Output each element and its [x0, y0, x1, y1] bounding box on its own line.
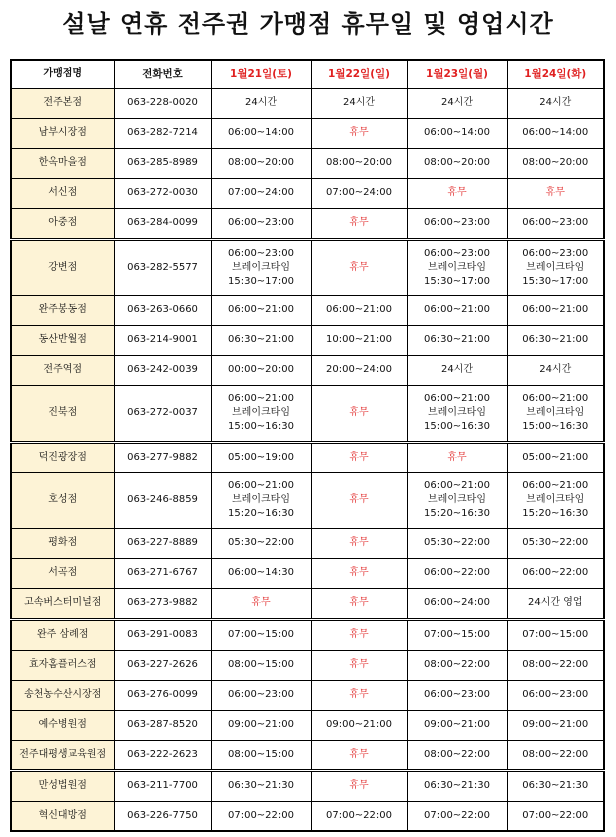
phone-cell: 063-287-8520 [114, 710, 211, 740]
phone-cell: 063-222-2623 [114, 740, 211, 770]
store-name-cell: 진북점 [11, 385, 114, 442]
table-row [11, 385, 604, 442]
hours-cell: 휴무 [311, 588, 407, 619]
hours-cell: 24시간 영업 [507, 588, 604, 619]
hours-cell: 06:00~21:00 브레이크타임 15:00~16:30 [407, 385, 507, 442]
table-row [11, 295, 604, 325]
hours-cell: 24시간 [507, 88, 604, 118]
phone-cell: 063-273-9882 [114, 588, 211, 619]
hours-cell: 06:00~21:00 브레이크타임 15:20~16:30 [211, 472, 311, 528]
hours-cell: 06:30~21:00 [211, 325, 311, 355]
hours-cell: 휴무 [311, 208, 407, 239]
store-name-cell: 평화점 [11, 528, 114, 558]
header-store-name: 가맹점명 [11, 60, 114, 88]
hours-cell: 06:00~23:00 [407, 680, 507, 710]
hours-cell: 휴무 [311, 385, 407, 442]
hours-cell: 06:00~23:00 [507, 680, 604, 710]
hours-cell: 08:00~20:00 [311, 148, 407, 178]
store-name-cell: 완주 삼례점 [11, 619, 114, 650]
hours-cell: 휴무 [311, 740, 407, 770]
phone-cell: 063-263-0660 [114, 295, 211, 325]
hours-cell: 휴무 [211, 588, 311, 619]
hours-cell: 06:00~22:00 [407, 558, 507, 588]
hours-cell: 06:00~14:00 [211, 118, 311, 148]
phone-cell: 063-272-0037 [114, 385, 211, 442]
table-row [11, 88, 604, 118]
store-name-cell: 한옥마을점 [11, 148, 114, 178]
hours-cell: 06:00~21:00 [407, 295, 507, 325]
table-row [11, 118, 604, 148]
store-name-cell: 고속버스터미널점 [11, 588, 114, 619]
hours-cell: 00:00~20:00 [211, 355, 311, 385]
store-name-cell: 송천농수산시장점 [11, 680, 114, 710]
store-name-cell: 서곡점 [11, 558, 114, 588]
hours-cell: 06:30~21:00 [507, 325, 604, 355]
hours-cell: 06:00~21:00 [311, 295, 407, 325]
hours-cell: 06:30~21:30 [507, 770, 604, 801]
hours-cell: 휴무 [407, 442, 507, 472]
hours-cell: 06:00~14:00 [507, 118, 604, 148]
hours-cell: 08:00~22:00 [507, 650, 604, 680]
hours-cell: 06:00~23:00 브레이크타임 15:30~17:00 [507, 239, 604, 295]
hours-cell: 06:00~23:00 브레이크타임 15:30~17:00 [407, 239, 507, 295]
hours-cell: 06:00~22:00 [507, 558, 604, 588]
hours-cell: 휴무 [407, 178, 507, 208]
header-row [11, 60, 604, 88]
table-row [11, 472, 604, 528]
hours-cell: 08:00~22:00 [407, 740, 507, 770]
phone-cell: 063-214-9001 [114, 325, 211, 355]
hours-cell: 06:30~21:00 [407, 325, 507, 355]
hours-cell: 휴무 [311, 619, 407, 650]
table-row [11, 801, 604, 831]
table-row [11, 148, 604, 178]
hours-cell: 휴무 [311, 118, 407, 148]
hours-cell: 휴무 [311, 650, 407, 680]
phone-cell: 063-226-7750 [114, 801, 211, 831]
hours-cell: 06:30~21:30 [407, 770, 507, 801]
store-name-cell: 예수병원점 [11, 710, 114, 740]
phone-cell: 063-284-0099 [114, 208, 211, 239]
hours-cell: 07:00~22:00 [507, 801, 604, 831]
store-name-cell: 남부시장점 [11, 118, 114, 148]
hours-cell: 휴무 [507, 178, 604, 208]
phone-cell: 063-227-8889 [114, 528, 211, 558]
store-name-cell: 전주대평생교육원점 [11, 740, 114, 770]
hours-cell: 05:30~22:00 [211, 528, 311, 558]
hours-cell: 06:00~21:00 [507, 295, 604, 325]
phone-cell: 063-227-2626 [114, 650, 211, 680]
store-name-cell: 덕진광장점 [11, 442, 114, 472]
table-row [11, 619, 604, 650]
header-phone: 전화번호 [114, 60, 211, 88]
hours-cell: 07:00~24:00 [311, 178, 407, 208]
hours-cell: 07:00~22:00 [211, 801, 311, 831]
phone-cell: 063-228-0020 [114, 88, 211, 118]
phone-cell: 063-285-8989 [114, 148, 211, 178]
table-row [11, 325, 604, 355]
store-name-cell: 아중점 [11, 208, 114, 239]
hours-cell: 휴무 [311, 472, 407, 528]
hours-cell: 05:30~22:00 [507, 528, 604, 558]
hours-cell: 08:00~20:00 [211, 148, 311, 178]
hours-cell: 05:00~19:00 [211, 442, 311, 472]
hours-cell: 06:00~23:00 [507, 208, 604, 239]
phone-cell: 063-291-0083 [114, 619, 211, 650]
hours-cell: 휴무 [311, 770, 407, 801]
store-name-cell: 만성법원점 [11, 770, 114, 801]
hours-cell: 05:00~21:00 [507, 442, 604, 472]
hours-cell: 06:00~21:00 브레이크타임 15:00~16:30 [507, 385, 604, 442]
table-row [11, 528, 604, 558]
hours-cell: 10:00~21:00 [311, 325, 407, 355]
hours-cell: 06:00~21:00 브레이크타임 15:20~16:30 [507, 472, 604, 528]
table-row [11, 710, 604, 740]
page-title: 설날 연휴 전주권 가맹점 휴무일 및 영업시간 [62, 9, 554, 38]
header-date-jan24: 1월24일(화) [507, 60, 604, 88]
store-name-cell: 혁신대방점 [11, 801, 114, 831]
hours-cell: 06:00~24:00 [407, 588, 507, 619]
phone-cell: 063-276-0099 [114, 680, 211, 710]
hours-cell: 휴무 [311, 239, 407, 295]
schedule-table [10, 59, 605, 832]
header-date-jan21: 1월21일(토) [211, 60, 311, 88]
hours-cell: 20:00~24:00 [311, 355, 407, 385]
header-date-jan22: 1월22일(일) [311, 60, 407, 88]
table-row [11, 588, 604, 619]
table-row [11, 680, 604, 710]
phone-cell: 063-272-0030 [114, 178, 211, 208]
hours-cell: 24시간 [507, 355, 604, 385]
hours-cell: 24시간 [211, 88, 311, 118]
table-row [11, 740, 604, 770]
hours-cell: 06:00~23:00 브레이크타임 15:30~17:00 [211, 239, 311, 295]
hours-cell: 09:00~21:00 [311, 710, 407, 740]
hours-cell: 24시간 [311, 88, 407, 118]
schedule-body [11, 88, 604, 831]
hours-cell: 06:00~23:00 [211, 680, 311, 710]
table-row [11, 239, 604, 295]
hours-cell: 08:00~20:00 [407, 148, 507, 178]
store-name-cell: 전주본점 [11, 88, 114, 118]
phone-cell: 063-211-7700 [114, 770, 211, 801]
table-row [11, 558, 604, 588]
hours-cell: 휴무 [311, 680, 407, 710]
table-row [11, 442, 604, 472]
table-row [11, 650, 604, 680]
table-row [11, 355, 604, 385]
table-row [11, 178, 604, 208]
hours-cell: 07:00~15:00 [211, 619, 311, 650]
hours-cell: 09:00~21:00 [211, 710, 311, 740]
hours-cell: 08:00~20:00 [507, 148, 604, 178]
hours-cell: 07:00~15:00 [407, 619, 507, 650]
table-row [11, 208, 604, 239]
hours-cell: 07:00~15:00 [507, 619, 604, 650]
hours-cell: 06:00~23:00 [211, 208, 311, 239]
hours-cell: 휴무 [311, 528, 407, 558]
hours-cell: 05:30~22:00 [407, 528, 507, 558]
header-date-jan23: 1월23일(월) [407, 60, 507, 88]
store-name-cell: 서신점 [11, 178, 114, 208]
hours-cell: 08:00~22:00 [407, 650, 507, 680]
hours-cell: 휴무 [311, 442, 407, 472]
hours-cell: 09:00~21:00 [407, 710, 507, 740]
store-name-cell: 완주봉동점 [11, 295, 114, 325]
hours-cell: 06:00~21:00 [211, 295, 311, 325]
store-name-cell: 동산반월점 [11, 325, 114, 355]
hours-cell: 06:00~14:00 [407, 118, 507, 148]
store-name-cell: 강변점 [11, 239, 114, 295]
phone-cell: 063-282-7214 [114, 118, 211, 148]
hours-cell: 07:00~22:00 [311, 801, 407, 831]
hours-cell: 24시간 [407, 88, 507, 118]
phone-cell: 063-246-8859 [114, 472, 211, 528]
phone-cell: 063-242-0039 [114, 355, 211, 385]
table-row [11, 770, 604, 801]
hours-cell: 07:00~22:00 [407, 801, 507, 831]
hours-cell: 08:00~15:00 [211, 740, 311, 770]
hours-cell: 24시간 [407, 355, 507, 385]
phone-cell: 063-271-6767 [114, 558, 211, 588]
hours-cell: 06:00~14:30 [211, 558, 311, 588]
hours-cell: 09:00~21:00 [507, 710, 604, 740]
phone-cell: 063-277-9882 [114, 442, 211, 472]
hours-cell: 06:00~21:00 브레이크타임 15:00~16:30 [211, 385, 311, 442]
hours-cell: 08:00~22:00 [507, 740, 604, 770]
store-name-cell: 효자홈플러스점 [11, 650, 114, 680]
store-name-cell: 호성점 [11, 472, 114, 528]
hours-cell: 06:00~21:00 브레이크타임 15:20~16:30 [407, 472, 507, 528]
hours-cell: 휴무 [311, 558, 407, 588]
store-name-cell: 전주역점 [11, 355, 114, 385]
hours-cell: 06:30~21:30 [211, 770, 311, 801]
hours-cell: 06:00~23:00 [407, 208, 507, 239]
hours-cell: 08:00~15:00 [211, 650, 311, 680]
phone-cell: 063-282-5577 [114, 239, 211, 295]
hours-cell: 07:00~24:00 [211, 178, 311, 208]
